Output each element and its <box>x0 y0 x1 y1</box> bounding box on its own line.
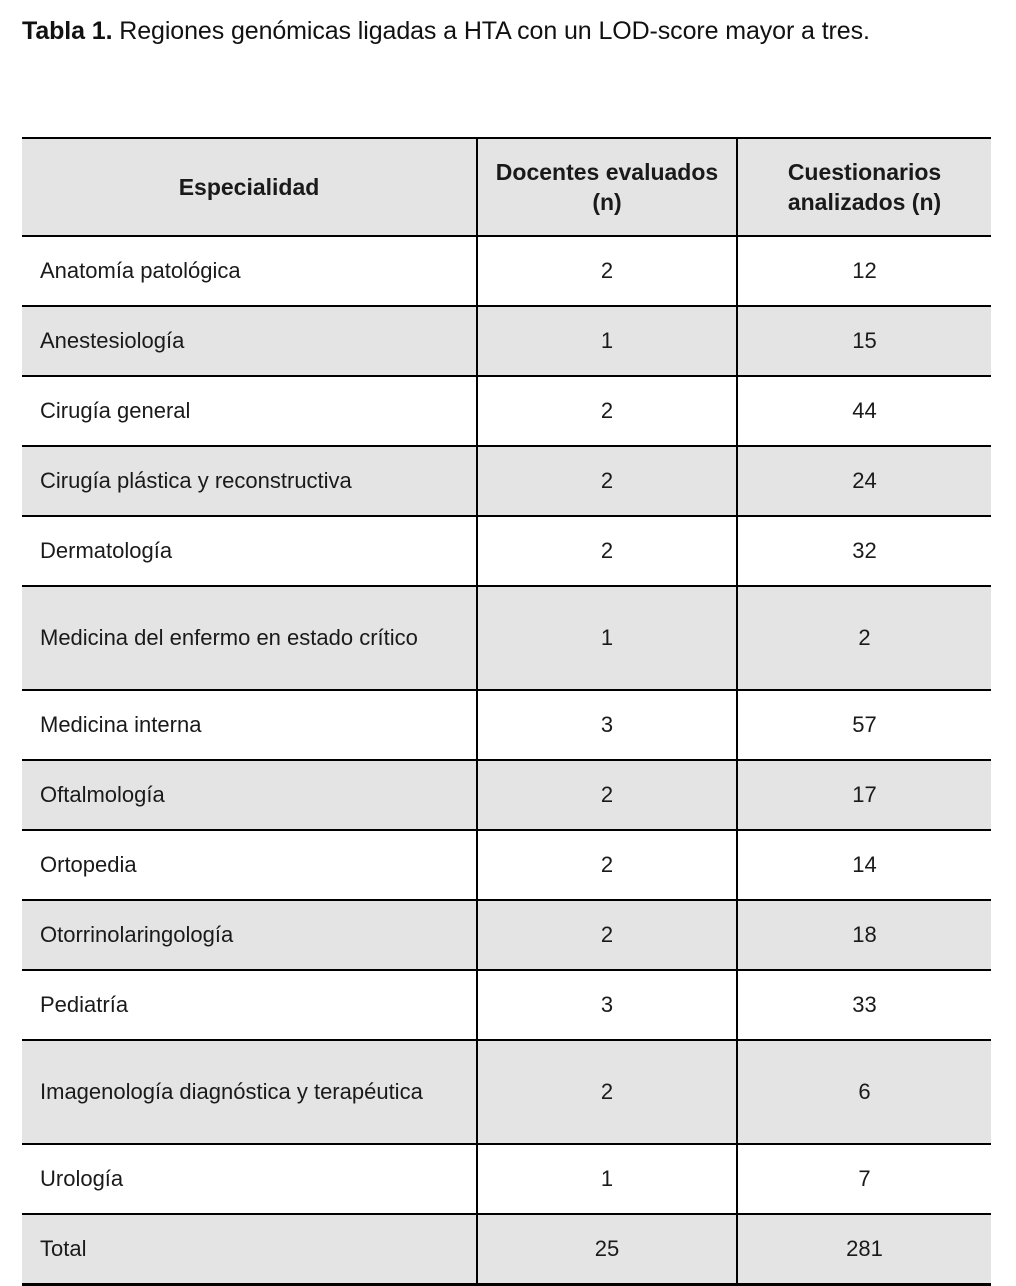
table-row <box>22 1144 991 1214</box>
cell-docentes: 2 <box>477 516 737 586</box>
cell-docentes: 2 <box>477 830 737 900</box>
cell-especialidad: Total <box>22 1214 477 1285</box>
cell-cuestionarios: 281 <box>737 1214 991 1285</box>
cell-especialidad: Oftalmología <box>22 760 477 830</box>
table-row-total <box>22 1214 991 1285</box>
table-header-row <box>22 138 991 236</box>
table-row <box>22 446 991 516</box>
cell-cuestionarios: 24 <box>737 446 991 516</box>
cell-docentes: 2 <box>477 1040 737 1144</box>
column-header-docentes: Docentes evaluados (n) <box>477 138 737 236</box>
table-header <box>22 138 991 236</box>
cell-cuestionarios: 57 <box>737 690 991 760</box>
cell-especialidad: Anatomía patológica <box>22 236 477 306</box>
table-row <box>22 900 991 970</box>
table-row <box>22 830 991 900</box>
table-caption-text: Regiones genómicas ligadas a HTA con un LOD-score mayor a tres. <box>112 17 870 45</box>
table-row <box>22 1040 991 1144</box>
cell-docentes: 3 <box>477 970 737 1040</box>
table-row <box>22 376 991 446</box>
cell-cuestionarios: 2 <box>737 586 991 690</box>
cell-cuestionarios: 17 <box>737 760 991 830</box>
table-row <box>22 586 991 690</box>
column-header-cuestionarios: Cuestionarios analizados (n) <box>737 138 991 236</box>
cell-docentes: 1 <box>477 586 737 690</box>
cell-docentes: 2 <box>477 376 737 446</box>
cell-cuestionarios: 18 <box>737 900 991 970</box>
cell-especialidad: Medicina del enfermo en estado crítico <box>22 586 477 690</box>
table-row <box>22 970 991 1040</box>
cell-cuestionarios: 32 <box>737 516 991 586</box>
cell-especialidad: Dermatología <box>22 516 477 586</box>
cell-cuestionarios: 6 <box>737 1040 991 1144</box>
cell-docentes: 2 <box>477 236 737 306</box>
cell-especialidad: Pediatría <box>22 970 477 1040</box>
cell-docentes: 1 <box>477 306 737 376</box>
cell-docentes: 25 <box>477 1214 737 1285</box>
cell-especialidad: Anestesiología <box>22 306 477 376</box>
specialties-table <box>22 137 991 1286</box>
cell-especialidad: Imagenología diagnóstica y terapéutica <box>22 1040 477 1144</box>
table-caption-label: Tabla 1. <box>22 17 113 45</box>
cell-docentes: 1 <box>477 1144 737 1214</box>
cell-cuestionarios: 7 <box>737 1144 991 1214</box>
cell-especialidad: Cirugía general <box>22 376 477 446</box>
cell-cuestionarios: 15 <box>737 306 991 376</box>
table-container <box>22 137 991 1286</box>
table-caption <box>22 14 994 48</box>
cell-especialidad: Urología <box>22 1144 477 1214</box>
table-row <box>22 236 991 306</box>
cell-especialidad: Cirugía plástica y reconstructiva <box>22 446 477 516</box>
table-row <box>22 690 991 760</box>
cell-cuestionarios: 12 <box>737 236 991 306</box>
cell-cuestionarios: 33 <box>737 970 991 1040</box>
cell-especialidad: Ortopedia <box>22 830 477 900</box>
cell-docentes: 2 <box>477 446 737 516</box>
column-header-especialidad: Especialidad <box>22 138 477 236</box>
table-row <box>22 306 991 376</box>
cell-especialidad: Otorrinolaringología <box>22 900 477 970</box>
cell-especialidad: Medicina interna <box>22 690 477 760</box>
cell-docentes: 3 <box>477 690 737 760</box>
cell-cuestionarios: 14 <box>737 830 991 900</box>
cell-docentes: 2 <box>477 900 737 970</box>
cell-cuestionarios: 44 <box>737 376 991 446</box>
table-row <box>22 516 991 586</box>
cell-docentes: 2 <box>477 760 737 830</box>
table-row <box>22 760 991 830</box>
table-body <box>22 236 991 1285</box>
